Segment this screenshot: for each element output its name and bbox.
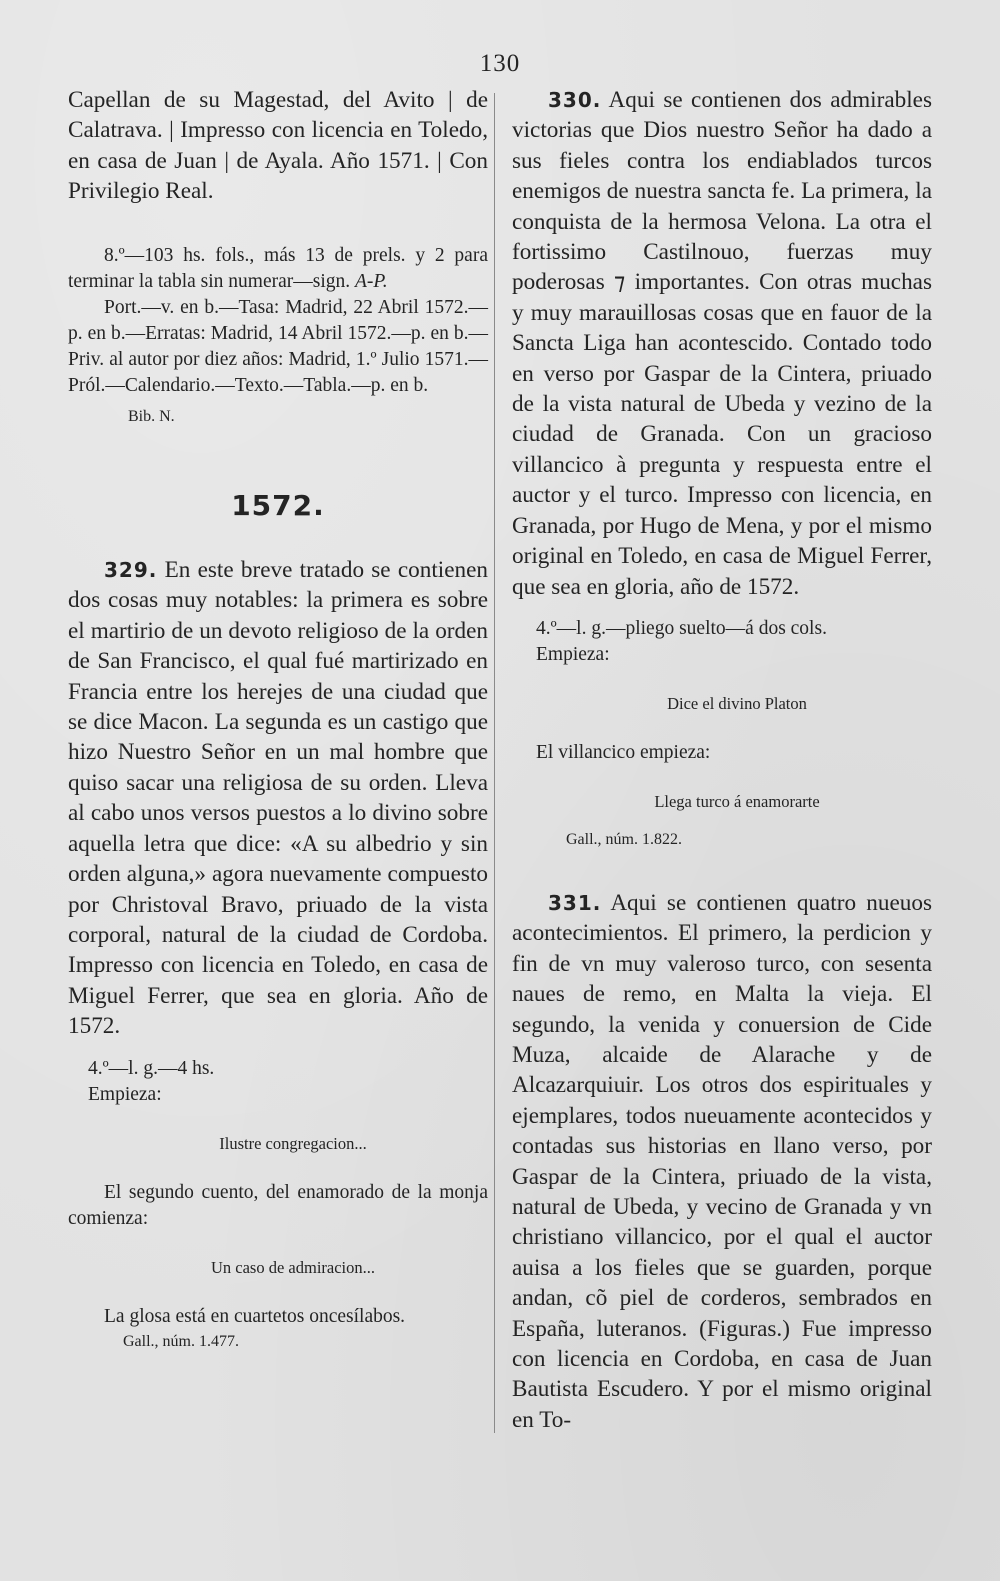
entry-331-text: Aqui se contienen quatro nueuos acontecimientos. El primero, la perdicion y fin de vn muy valeroso turco, con sesenta naues de remo, en Malta la vieja. El segundo, la venida y conuersion de Cide Muza, alcaide de Alarache y de Alcazarquiuir. Los otros dos espirituales y ejemplares, todos nueuamente acontecidos y contadas sus historias en llano verso, por Gaspar de la Cintera, priuado de la vista, natural de Ubeda, y vecino de Granada y vn christiano villancico, por el qual el auctor auisa a los fieles que se guarden, porque andan, cõ piel de corderos, sembrados en España, luteranos. (Figuras.) Fue impresso con licencia en Cordoba, en casa de Juan Bautista Escudero. Y por el mismo original en To- [512,889,932,1433]
entry-329 [68,555,488,1042]
entry-330 [512,85,932,602]
entry-330-source: Gall., núm. 1.822. [566,830,682,848]
right-column [512,85,932,1435]
year-heading: 1572. [231,488,325,522]
entry-329-format: 4.º—l. g.—4 hs. [88,1057,215,1079]
physical-description-text: 8.º—103 hs. fols., más 13 de prels. y 2 para terminar la tabla sin numerar—sign. [68,244,488,292]
entry-329-second-tale: El segundo cuento, del enamorado de la monja comienza: [68,1181,488,1229]
entry-number-329: 329. [104,558,158,583]
entry-330-format: 4.º—l. g.—pliego suelto—á dos cols. [536,617,827,639]
entry-329-begins-label: Empieza: [88,1083,162,1105]
previous-entry-title-end: Capellan de su Magestad, del Avito | de Calatrava. | Impresso con licencia en Toledo, en casa de Juan | de Ayala. Año 1571. | Con Privilegio Real. [68,87,488,205]
library-reference: Bib. N. [128,407,175,425]
entry-329-gloss: La glosa está en cuartetos oncesílabos. [104,1305,406,1327]
entry-330-text: Aqui se contienen dos admirables victorias que Dios nuestro Señor ha dado a sus fieles contra los endiablados turcos enemigos de nuestra sancta fe. La primera, la conquista de la hermosa Velona. La otra el fortissimo Castilnouo, fuerzas muy poderosas ⁊ importantes. Con otras muchas y muy marauillosas cosas que en fauor de la Sancta Liga han acontescido. Contado todo en verso por Gaspar de la Cintera, priuado de la vista natural de Ubeda y vezino de la ciudad de Granada. Con un gracioso villancico à pregunta y respuesta entre el auctor y el turco. Impresso con licencia, en Granada, por Hugo de Mena, y por el mismo original en Toledo, en casa de Miguel Ferrer, que sea en gloria, año de 1572. [512,87,932,600]
entry-329-source: Gall., núm. 1.477. [123,1332,239,1350]
entry-330-villancico-label: El villancico empieza: [536,741,711,763]
contents-description: Port.—v. en b.—Tasa: Madrid, 22 Abril 1572.—p. en b.—Erratas: Madrid, 14 Abril 1572.—p. en b.—Priv. al autor por diez años: Madrid, 1.º Julio 1571.—Pról.—Calendario.—Texto.—Tabla.—p. en b. [68,296,488,396]
entry-331 [512,888,932,1435]
entry-329-incipit: Ilustre congregacion... [219,1133,367,1153]
entry-329-incipit-2: Un caso de admiracion... [210,1257,376,1277]
entry-330-begins-label: Empieza: [536,643,610,665]
left-column [68,85,488,1354]
entry-330-incipit-2: Llega turco á enamorarte [654,791,820,811]
page-number: 130 [479,50,521,77]
entry-330-incipit: Dice el divino Platon [667,693,807,713]
entry-number-331: 331. [548,890,602,915]
signature-range: A-P. [355,270,388,292]
entry-number-330: 330. [548,88,602,112]
entry-329-text: En este breve tratado se contienen dos cosas muy notables: la primera es sobre el martirio de un devoto religioso de la orden de San Francisco, el qual fué martirizado en Francia entre los herejes de una ciudad que se dice Macon. La segunda es un castigo que hizo Nuestro Señor en un mal hombre que quiso sacar una religiosa de su orden. Lleva al cabo unos versos puestos a lo divino sobre aquella letra que dice: «A su albedrio y sin orden alguna,» agora nuevamente compuesto por Christoval Bravo, priuado de la vista corporal, natural de la ciudad de Cordoba. Impresso con licencia en Toledo, en casa de Miguel Ferrer, que sea en gloria. Año de 1572. [68,557,488,1040]
column-divider [494,93,495,1433]
physical-description [68,243,488,295]
